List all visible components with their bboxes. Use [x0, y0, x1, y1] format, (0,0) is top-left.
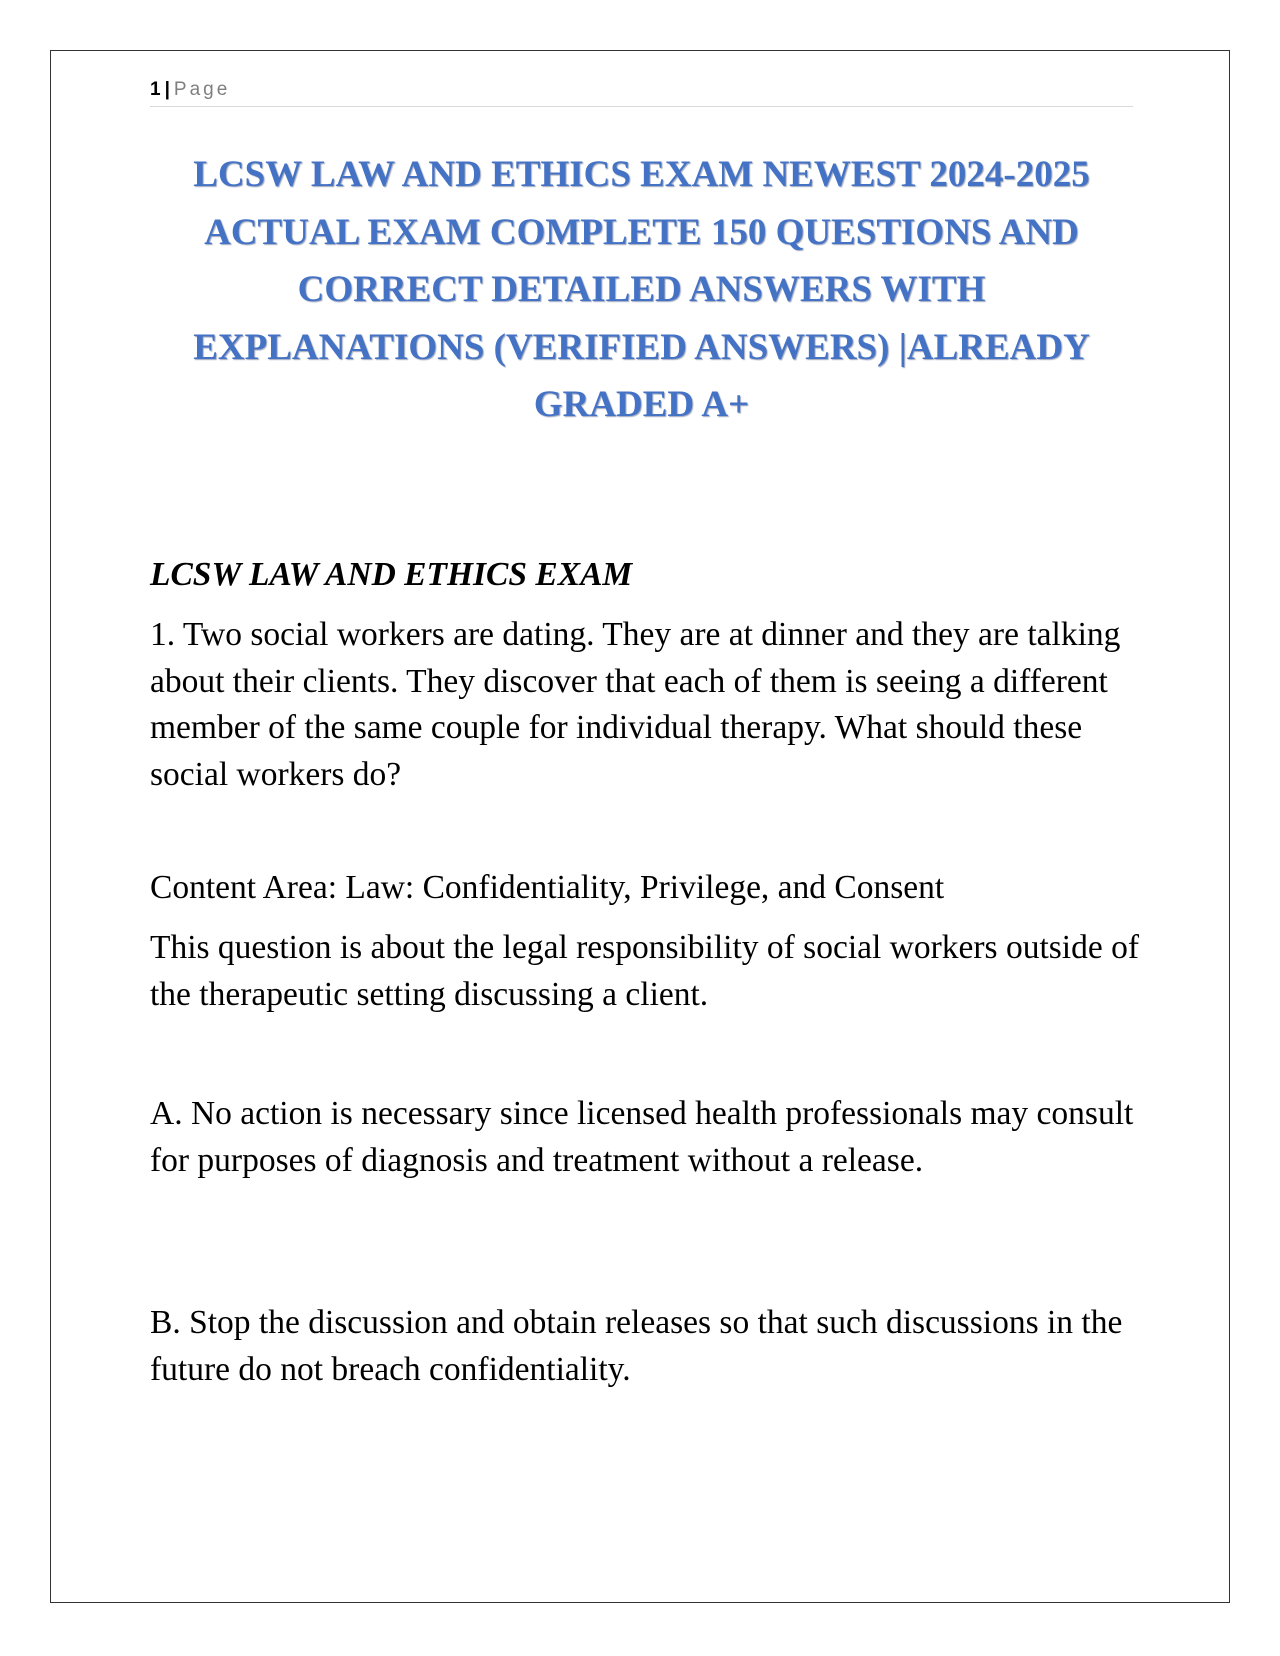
answer-option-a: A. No action is necessary since licensed health professionals may consult for purposes of diagnosis and treatment without a release. — [150, 1095, 1134, 1179]
page-number: 1 — [150, 79, 161, 100]
document-title: LCSW LAW AND ETHICS EXAM NEWEST 2024-2025 ACTUAL EXAM COMPLETE 150 QUESTIONS AND CORRECT DETAILED ANSWERS WITH EXPLANATIONS (VERIFIED ANSWERS) |ALREADY GRADED A+ — [193, 154, 1090, 425]
question-text: 1. Two social workers are dating. They are at dinner and they are talking about their clients. They discover that each of them is seeing a different member of the same couple for individual therapy. What should these social workers do? — [150, 616, 1121, 793]
page-label: Page — [173, 79, 231, 100]
content-area: Content Area: Law: Confidentiality, Privilege, and Consent — [150, 869, 945, 906]
question-explanation: This question is about the legal responsibility of social workers outside of the therapeutic setting discussing a client. — [150, 929, 1140, 1013]
page-number-separator: | — [164, 79, 170, 100]
page-header — [150, 78, 1133, 107]
answer-option-b: B. Stop the discussion and obtain releases so that such discussions in the future do not breach confidentiality. — [150, 1304, 1123, 1388]
section-heading: LCSW LAW AND ETHICS EXAM — [150, 556, 633, 593]
